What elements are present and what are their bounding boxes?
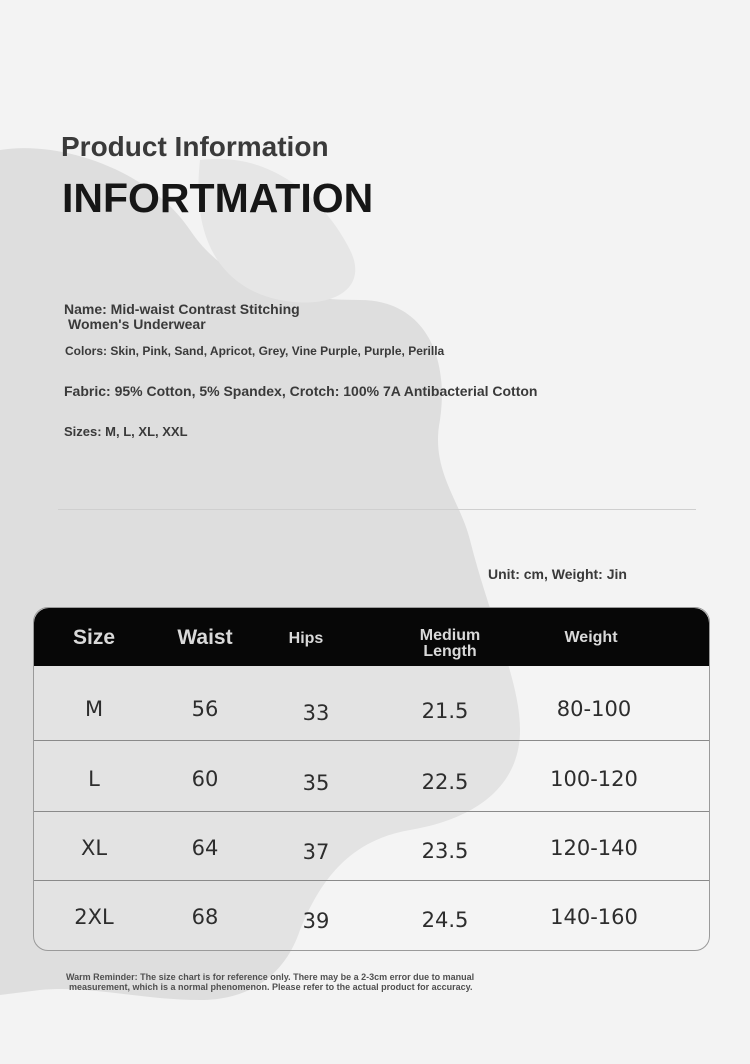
spec-colors: Colors: Skin, Pink, Sand, Apricot, Grey, Vine Purple, Purple, Perilla	[65, 344, 445, 358]
cell-length: 23.5	[421, 839, 469, 863]
cell-size: 2XL	[74, 905, 114, 929]
spec-fabric: Fabric: 95% Cotton, 5% Spandex, Crotch: 100% 7A Antibacterial Cotton	[64, 383, 538, 399]
table-row	[34, 666, 709, 736]
header-waist: Waist	[177, 626, 233, 649]
cell-size: L	[88, 767, 100, 791]
header-weight: Weight	[564, 629, 618, 646]
unit-note: Unit: cm, Weight: Jin	[488, 566, 627, 582]
cell-weight: 140-160	[550, 905, 638, 929]
header-length-line1: Medium	[419, 627, 481, 644]
table-row	[34, 812, 709, 882]
page-title: Product Information	[61, 131, 329, 162]
spec-name-line2: Women's Underwear	[68, 316, 206, 332]
cell-length: 21.5	[421, 699, 469, 723]
spec-sizes: Sizes: M, L, XL, XXL	[64, 424, 188, 439]
header-hips: Hips	[288, 630, 324, 647]
cell-hips: 35	[302, 771, 330, 795]
cell-size: M	[84, 697, 104, 721]
cell-weight: 120-140	[550, 836, 638, 860]
cell-waist: 60	[191, 767, 219, 791]
cell-hips: 33	[302, 701, 330, 725]
table-header	[34, 608, 709, 666]
spec-name	[64, 302, 384, 332]
cell-length: 22.5	[421, 770, 469, 794]
cell-weight: 80-100	[556, 697, 632, 721]
table-row	[34, 741, 709, 811]
cell-length: 24.5	[421, 908, 469, 932]
table-row	[34, 881, 709, 951]
page-subtitle: INFORTMATION	[62, 175, 374, 221]
cell-waist: 56	[191, 697, 219, 721]
warm-reminder-line2: measurement, which is a normal phenomenon. Please refer to the actual product for accuracy.	[69, 982, 473, 992]
warm-reminder	[66, 972, 626, 992]
cell-waist: 68	[191, 905, 219, 929]
cell-hips: 37	[302, 840, 330, 864]
cell-hips: 39	[302, 909, 330, 933]
cell-size: XL	[80, 836, 108, 860]
section-divider	[58, 509, 696, 510]
cell-waist: 64	[191, 836, 219, 860]
warm-reminder-line1: Warm Reminder: The size chart is for reference only. There may be a 2-3cm error due to manual	[66, 972, 475, 982]
header-length-line2: Length	[423, 643, 477, 660]
spec-name-line1: Name: Mid-waist Contrast Stitching	[64, 301, 300, 317]
size-chart-table	[33, 607, 710, 951]
header-size: Size	[72, 626, 116, 649]
cell-weight: 100-120	[550, 767, 638, 791]
header-medium-length	[395, 628, 505, 660]
